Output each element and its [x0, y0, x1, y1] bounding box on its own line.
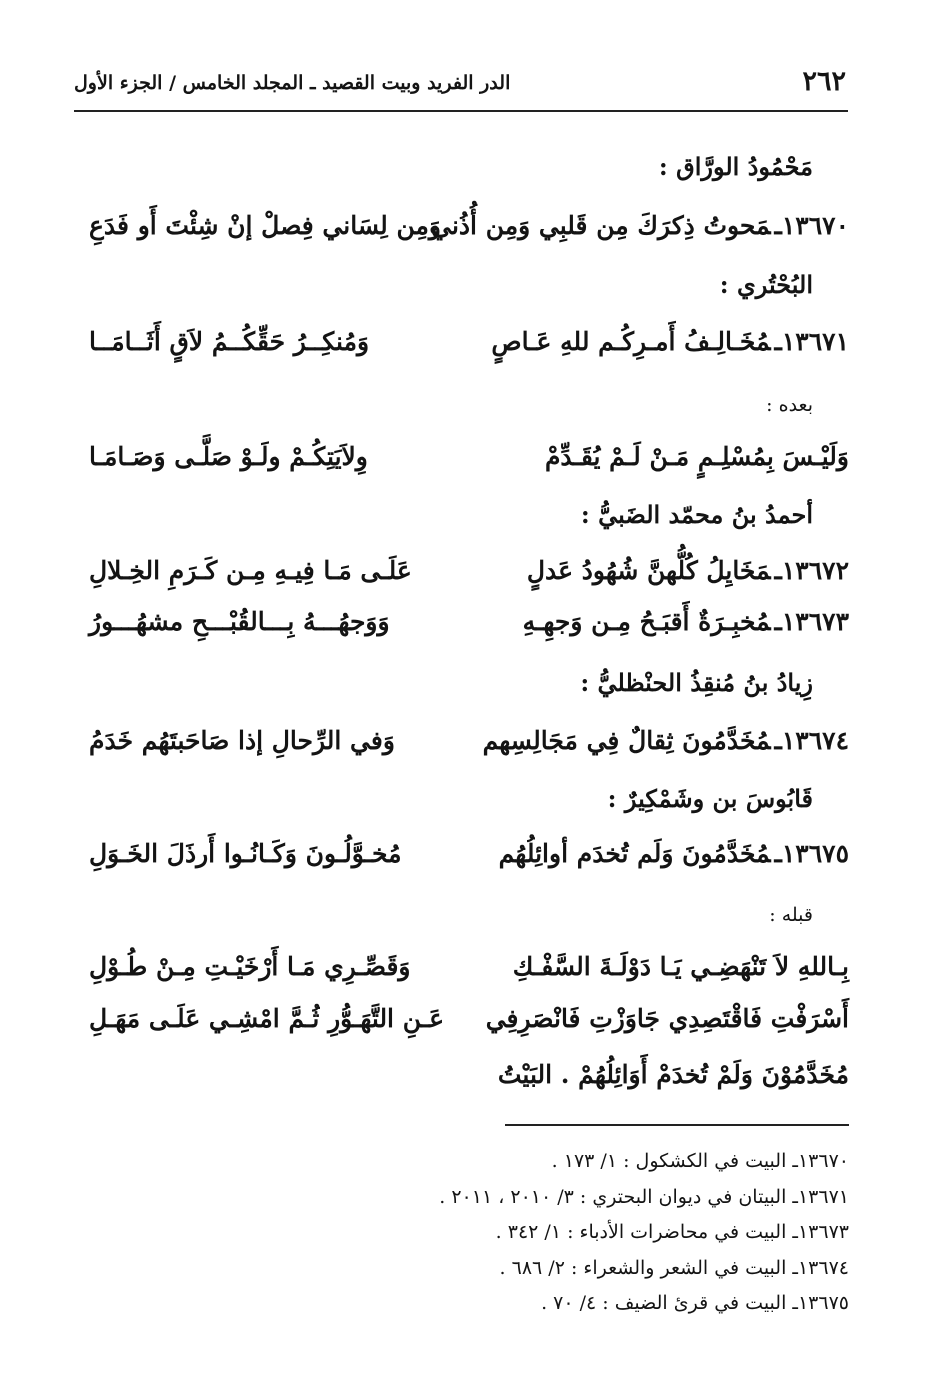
quoted-line: مُخَدَّمُوْنَ وَلَمْ تُخدَمْ أَوَائِلُهُمْ . البَيْتُ	[497, 1060, 849, 1089]
verse-line	[89, 952, 849, 998]
second-hemistich: وَمِن لِسَاني فِصلْ إنْ شِئْتَ أَو فَدَعِ	[89, 211, 441, 240]
second-hemistich: عَلَـى مَـا فِيـهِ مِـن كَـرَمِ الخِـلالِ	[89, 556, 412, 585]
first-hemistich: بِـاللهِ لاَ تَنْهَضِـي يَـا دَوْلَـةَ السَّفْـكِ	[512, 952, 849, 981]
poet-name: البُحْتُري :	[719, 270, 813, 299]
second-hemistich: عَـنِ التَّهَـوُّرِ ثُـمَّ امْشِـي عَلَـى مَهَـلِ	[89, 1004, 444, 1033]
second-hemistich: مُخـوَّلُـونَ وَكَـانُـوا أَرذَلَ الخَـوَلِ	[89, 839, 402, 868]
first-hemistich: ١٣٦٧١ـمُخَـالِـفُ أَمـرِكُـم للهِ عَـاصٍ	[491, 327, 849, 356]
footnote: ١٣٦٧١ـ البيتان في ديوان البحتري : ٣/ ٢٠١٠ ، ٢٠١١ .	[439, 1185, 849, 1208]
footnote-rule	[505, 1124, 849, 1126]
verse-number: ١٣٦٧٣ـ	[774, 607, 849, 636]
verse-number: ١٣٦٧٤ـ	[774, 726, 849, 755]
verse-number: ١٣٦٧٠ـ	[774, 211, 849, 240]
page-number: ٢٦٢	[802, 66, 846, 97]
verse-line	[89, 607, 849, 653]
verse-number: ١٣٦٧١ـ	[774, 327, 849, 356]
page-header	[74, 64, 848, 112]
header-rule	[74, 110, 848, 112]
poet-name: أحمدُ بنُ محمّد الضَبيُّ :	[580, 500, 813, 529]
running-title: الدر الفريد وبيت القصيد ـ المجلد الخامس / الجزء الأول	[74, 72, 511, 94]
footnote: ١٣٦٧٥ـ البيت في قرئ الضيف : ٤/ ٧٠ .	[541, 1292, 849, 1314]
footnotes	[439, 1144, 849, 1322]
first-hemistich: أَسْرَفْتِ فَاقْتَصِدِي جَاوَزْتِ فَانْصَرِفِي	[485, 1004, 849, 1033]
verse-line	[89, 327, 849, 373]
verse-line	[89, 1004, 849, 1050]
first-hemistich: وَلَيْـسَ بِمُسْلِـمٍ مَـنْ لَـمْ يُقَـدِّمْ	[544, 442, 849, 471]
poet-name: مَحْمُودُ الورَّاق :	[658, 152, 813, 181]
first-hemistich: ١٣٦٧٥ـمُخَدَّمُونَ وَلَم تُخدَم أوائِلُهُم	[498, 839, 849, 868]
note-label: بعده :	[766, 394, 813, 416]
verse-line	[89, 442, 849, 488]
second-hemistich: وِلاَيَتِكُـمْ ولَـوْ صَلَّـى وَصَـامَـا	[89, 442, 368, 471]
verse-number: ١٣٦٧٥ـ	[774, 839, 849, 868]
verse-line	[89, 556, 849, 602]
first-hemistich: ١٣٦٧٤ـمُخَدَّمُونَ ثِقالٌ فِي مَجَالِسِهم	[482, 726, 849, 755]
verse-line	[89, 726, 849, 772]
footnote: ١٣٦٧٣ـ البيت في محاضرات الأدباء : ١/ ٣٤٢ .	[495, 1221, 849, 1243]
second-hemistich: وَقَصِّـرِي مَـا أَرْخَيْـتِ مِـنْ طُـوْلِ	[89, 952, 411, 981]
poet-name: زِيادُ بنُ مُنقِذُ الحنْظليُّ :	[580, 668, 813, 697]
second-hemistich: وَمُنكِــرُ حَقِّكُــمُ لاَقٍ أَثَــامَــا	[89, 327, 370, 356]
first-hemistich: ١٣٦٧٠ـمَحوتُ ذِكرَكَ مِن قَلبِي وَمِن أُذُني	[431, 211, 849, 240]
verse-line	[89, 211, 849, 257]
footnote: ١٣٦٧٠ـ البيت في الكشكول : ١/ ١٧٣ .	[551, 1150, 849, 1172]
poet-name: قَابُوسَ بن وشَمْكِيرٌ :	[607, 784, 813, 813]
second-hemistich: وَوَجهُـــهُ بِـــالقُبْـــحِ مشهُـــورُ	[89, 607, 390, 636]
footnote: ١٣٦٧٤ـ البيت في الشعر والشعراء : ٢/ ٦٨٦ .	[499, 1256, 849, 1279]
verse-number: ١٣٦٧٢ـ	[774, 556, 849, 585]
verse-line	[89, 839, 849, 885]
second-hemistich: وَفي الرِّحالِ إذا صَاحَبتَهُم خَدَمُ	[89, 726, 395, 755]
first-hemistich: ١٣٦٧٣ـمُخبِـرَةٌ أَقبَـحُ مِـن وَجهِـهِ	[522, 607, 849, 636]
note-label: قبله :	[769, 904, 813, 926]
first-hemistich: ١٣٦٧٢ـمَخَايِلُ كُلُّهنَّ شُهُودُ عَدلٍ	[526, 556, 849, 585]
